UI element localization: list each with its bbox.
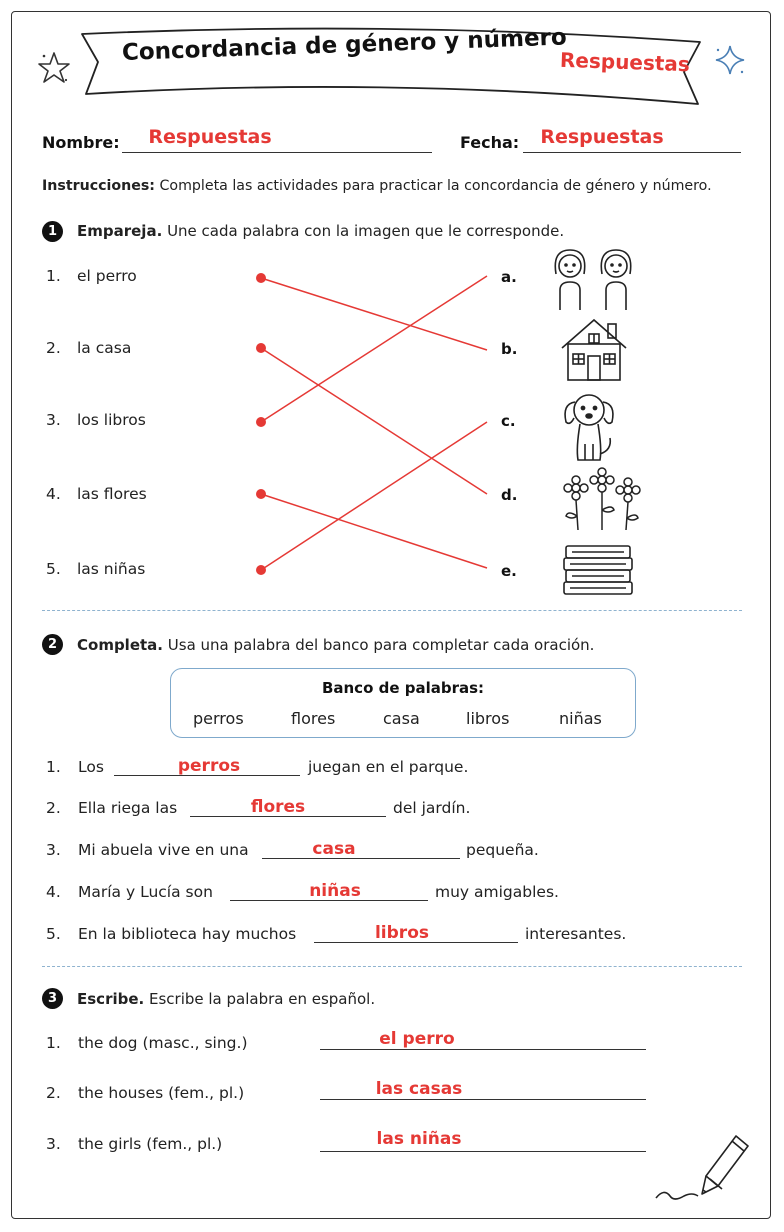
section2-title: Completa. [77,636,163,654]
house-icon [558,316,630,384]
sentence-answer[interactable]: casa [312,839,356,859]
match-word-number: 2. [46,339,61,357]
word-bank-title: Banco de palabras: [321,679,485,697]
translate-blank[interactable] [320,1099,646,1100]
match-letter: e. [501,562,517,580]
dog-icon [558,388,620,464]
match-word: el perro [77,267,137,285]
match-letter: c. [501,412,516,430]
match-dot[interactable] [256,489,266,499]
section1-instruction: Une cada palabra con la imagen que le corresponde. [167,222,565,240]
sentence-before: María y Lucía son [78,883,213,901]
sentence-after: del jardín. [393,799,471,817]
section-divider [42,966,742,967]
name-value[interactable]: Respuestas [148,126,272,148]
translate-number: 1. [46,1034,61,1052]
word-bank-item: perros [193,709,244,728]
match-dot[interactable] [256,565,266,575]
date-label: Fecha: [460,133,520,152]
section3-number: 3 [42,988,63,1009]
sentence-number: 4. [46,883,61,901]
translate-blank[interactable] [320,1049,646,1050]
sentence-before: En la biblioteca hay muchos [78,925,297,943]
date-value[interactable]: Respuestas [540,126,664,148]
sentence-after: pequeña. [466,841,539,859]
sentence-answer[interactable]: flores [250,797,306,817]
section1-number: 1 [42,221,63,242]
sentence-after: juegan en el parque. [308,758,469,776]
flowers-icon [560,464,644,532]
sentence-number: 2. [46,799,61,817]
sentence-number: 5. [46,925,61,943]
word-bank-item: niñas [559,709,602,728]
match-word-number: 1. [46,267,61,285]
sentence-answer[interactable]: perros [177,756,241,776]
sentence-answer[interactable]: niñas [309,881,361,901]
translate-number: 2. [46,1084,61,1102]
word-bank-item: flores [291,709,336,728]
match-letter: d. [501,486,518,504]
sentence-before: Mi abuela vive en una [78,841,249,859]
section2-instruction: Usa una palabra del banco para completar cada oración. [167,636,595,654]
sentence-before: Ella riega las [78,799,178,817]
sentence-number: 1. [46,758,61,776]
instructions-text: Completa las actividades para practicar la concordancia de género y número. [159,178,712,194]
match-word: las niñas [77,560,146,578]
sentence-after: muy amigables. [435,883,559,901]
girls-icon [546,244,642,312]
translate-prompt: the dog (masc., sing.) [78,1034,248,1052]
word-bank [170,668,636,738]
page-title: Concordancia de género y número [121,24,568,66]
section1-title: Empareja. [77,222,163,240]
translate-prompt: the houses (fem., pl.) [78,1084,245,1102]
match-letter: b. [501,340,518,358]
translate-prompt: the girls (fem., pl.) [78,1135,223,1153]
sentence-after: interesantes. [525,925,627,943]
match-dot[interactable] [256,343,266,353]
sentence-answer[interactable]: libros [374,923,429,943]
match-letter: a. [501,268,517,286]
match-line-5-c [261,422,487,570]
match-line-3-a [261,276,487,422]
match-word: la casa [77,339,132,357]
section2-heading [77,636,594,654]
match-dot[interactable] [256,417,266,427]
section-divider [42,610,742,611]
translate-answer[interactable]: las niñas [376,1129,462,1149]
sentence-before: Los [78,758,104,776]
section3-title: Escribe. [77,990,145,1008]
translate-number: 3. [46,1135,61,1153]
sentence-number: 3. [46,841,61,859]
word-bank-item: libros [466,709,510,728]
match-dot[interactable] [256,273,266,283]
match-line-4-e [261,494,487,568]
match-line-1-b [261,278,487,350]
name-label: Nombre: [42,133,120,152]
pencil-icon [650,1128,760,1208]
section3-instruction: Escribe la palabra en español. [149,990,376,1008]
instructions-label: Instrucciones: [42,178,155,194]
match-line-2-d [261,348,487,494]
word-bank-item: casa [383,709,420,728]
match-word-number: 4. [46,485,61,503]
translate-answer[interactable]: el perro [379,1029,455,1049]
match-word-number: 3. [46,411,61,429]
match-word: los libros [77,411,146,429]
books-icon [560,540,636,600]
answers-tag: Respuestas [559,47,691,77]
section3-heading [77,990,375,1008]
section2-number: 2 [42,634,63,655]
match-word: las flores [77,485,147,503]
match-word-number: 5. [46,560,61,578]
translate-answer[interactable]: las casas [375,1079,463,1099]
translate-blank[interactable] [320,1151,646,1152]
